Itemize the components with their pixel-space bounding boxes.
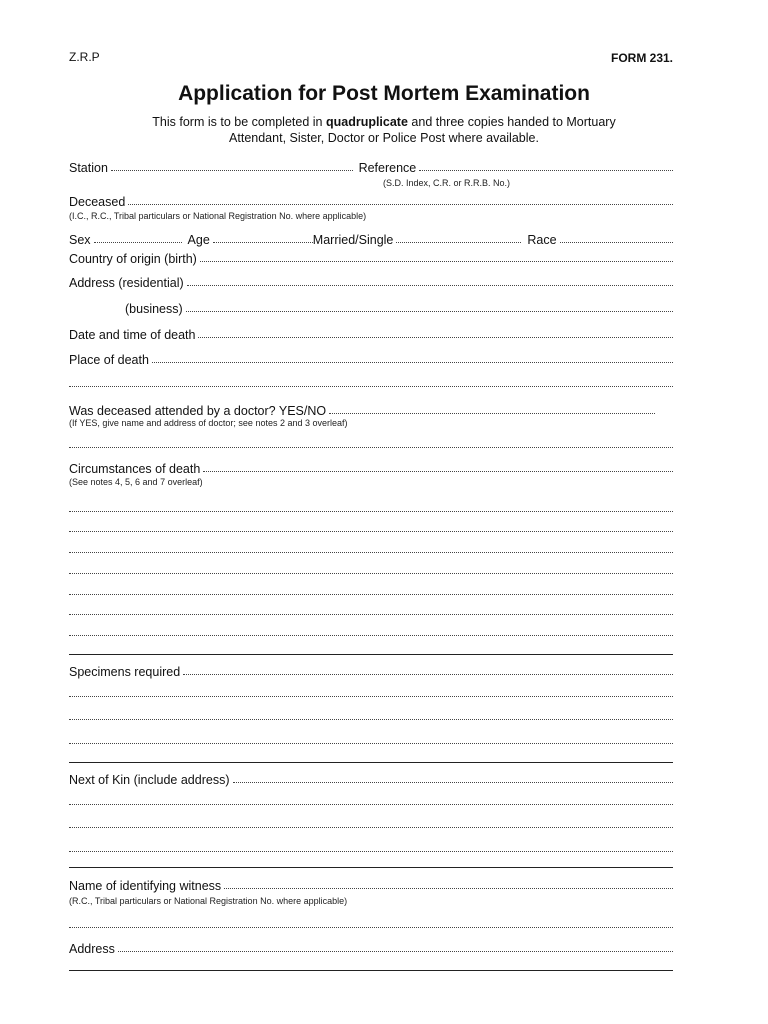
reference-field[interactable] <box>419 170 673 171</box>
witness-address-label: Address <box>69 942 115 956</box>
doctor-row <box>69 400 655 418</box>
age-label: Age <box>187 233 210 247</box>
circumstances-line[interactable] <box>69 573 673 574</box>
station-reference-row <box>69 157 673 175</box>
circumstances-line[interactable] <box>69 594 673 595</box>
marital-status-label: Married/Single <box>312 233 394 247</box>
station-label: Station <box>69 161 108 175</box>
specimens-line[interactable] <box>69 743 673 744</box>
form-number: FORM 231. <box>610 51 673 65</box>
circumstances-note: (See notes 4, 5, 6 and 7 overleaf) <box>69 477 203 487</box>
specimens-line[interactable] <box>69 696 673 697</box>
circumstances-row <box>69 458 673 476</box>
date-time-row <box>69 324 673 342</box>
next-of-kin-line[interactable] <box>69 851 673 852</box>
section-divider <box>69 970 673 971</box>
doctor-label: Was deceased attended by a doctor? YES/NO <box>69 404 327 418</box>
place-of-death-line-2[interactable] <box>69 386 673 387</box>
instructions-line-1: This form is to be completed in quadruplicate and three copies handed to Mortuary <box>152 115 616 129</box>
specimens-line[interactable] <box>69 719 673 720</box>
circumstances-label: Circumstances of death <box>69 462 201 476</box>
race-field[interactable] <box>560 242 673 243</box>
place-of-death-row <box>69 349 673 367</box>
circumstances-line[interactable] <box>69 614 673 615</box>
marital-status-field[interactable] <box>396 242 521 243</box>
next-of-kin-line[interactable] <box>69 804 673 805</box>
sex-label: Sex <box>69 233 91 247</box>
doctor-note: (If YES, give name and address of doctor; see notes 2 and 3 overleaf) <box>69 418 348 428</box>
deceased-label: Deceased <box>69 195 126 209</box>
date-time-label: Date and time of death <box>69 328 196 342</box>
specimens-row <box>69 661 673 679</box>
age-field[interactable] <box>213 242 313 243</box>
circumstances-line[interactable] <box>69 635 673 636</box>
address-business-row <box>69 298 673 316</box>
place-of-death-label: Place of death <box>69 353 149 367</box>
race-label: Race <box>527 233 557 247</box>
circumstances-line[interactable] <box>69 531 673 532</box>
witness-label: Name of identifying witness <box>69 879 222 893</box>
circumstances-line[interactable] <box>69 552 673 553</box>
address-residential-field[interactable] <box>187 285 673 286</box>
address-business-label: (business) <box>125 302 183 316</box>
section-divider <box>69 762 673 763</box>
next-of-kin-field[interactable] <box>233 782 674 783</box>
country-row <box>69 248 673 266</box>
witness-note: (R.C., Tribal particulars or National Registration No. where applicable) <box>69 896 348 906</box>
address-business-field[interactable] <box>186 311 673 312</box>
circumstances-field[interactable] <box>203 471 673 472</box>
deceased-field[interactable] <box>128 204 673 205</box>
specimens-field[interactable] <box>183 674 673 675</box>
specimens-label: Specimens required <box>69 665 181 679</box>
witness-row <box>69 875 673 893</box>
next-of-kin-row <box>69 769 673 787</box>
form-code: Z.R.P <box>69 50 100 64</box>
deceased-row <box>69 191 673 209</box>
doctor-field[interactable] <box>329 413 655 414</box>
witness-field[interactable] <box>224 888 673 889</box>
reference-note: (S.D. Index, C.R. or R.R.B. No.) <box>383 178 511 188</box>
doctor-details-line[interactable] <box>69 447 673 448</box>
reference-label: Reference <box>358 161 417 175</box>
address-residential-label: Address (residential) <box>69 276 184 290</box>
country-label: Country of origin (birth) <box>69 252 197 266</box>
section-divider <box>69 654 673 655</box>
next-of-kin-label: Next of Kin (include address) <box>69 773 230 787</box>
form-title: Application for Post Mortem Examination <box>178 82 590 105</box>
deceased-note: (I.C., R.C., Tribal particulars or National Registration No. where applicable) <box>69 211 367 221</box>
form-instructions <box>0 114 768 146</box>
personal-details-row <box>69 229 673 247</box>
witness-address-field[interactable] <box>118 951 673 952</box>
witness-address-row <box>69 938 673 956</box>
witness-details-line[interactable] <box>69 927 673 928</box>
address-residential-row <box>69 272 673 290</box>
section-divider <box>69 867 673 868</box>
station-field[interactable] <box>111 170 353 171</box>
next-of-kin-line[interactable] <box>69 827 673 828</box>
circumstances-line[interactable] <box>69 511 673 512</box>
quadruplicate-emphasis: quadruplicate <box>325 115 408 129</box>
date-time-field[interactable] <box>198 337 673 338</box>
place-of-death-field[interactable] <box>152 362 673 363</box>
instructions-line-2: Attendant, Sister, Doctor or Police Post where available. <box>229 131 539 145</box>
sex-field[interactable] <box>94 242 182 243</box>
country-field[interactable] <box>200 261 673 262</box>
